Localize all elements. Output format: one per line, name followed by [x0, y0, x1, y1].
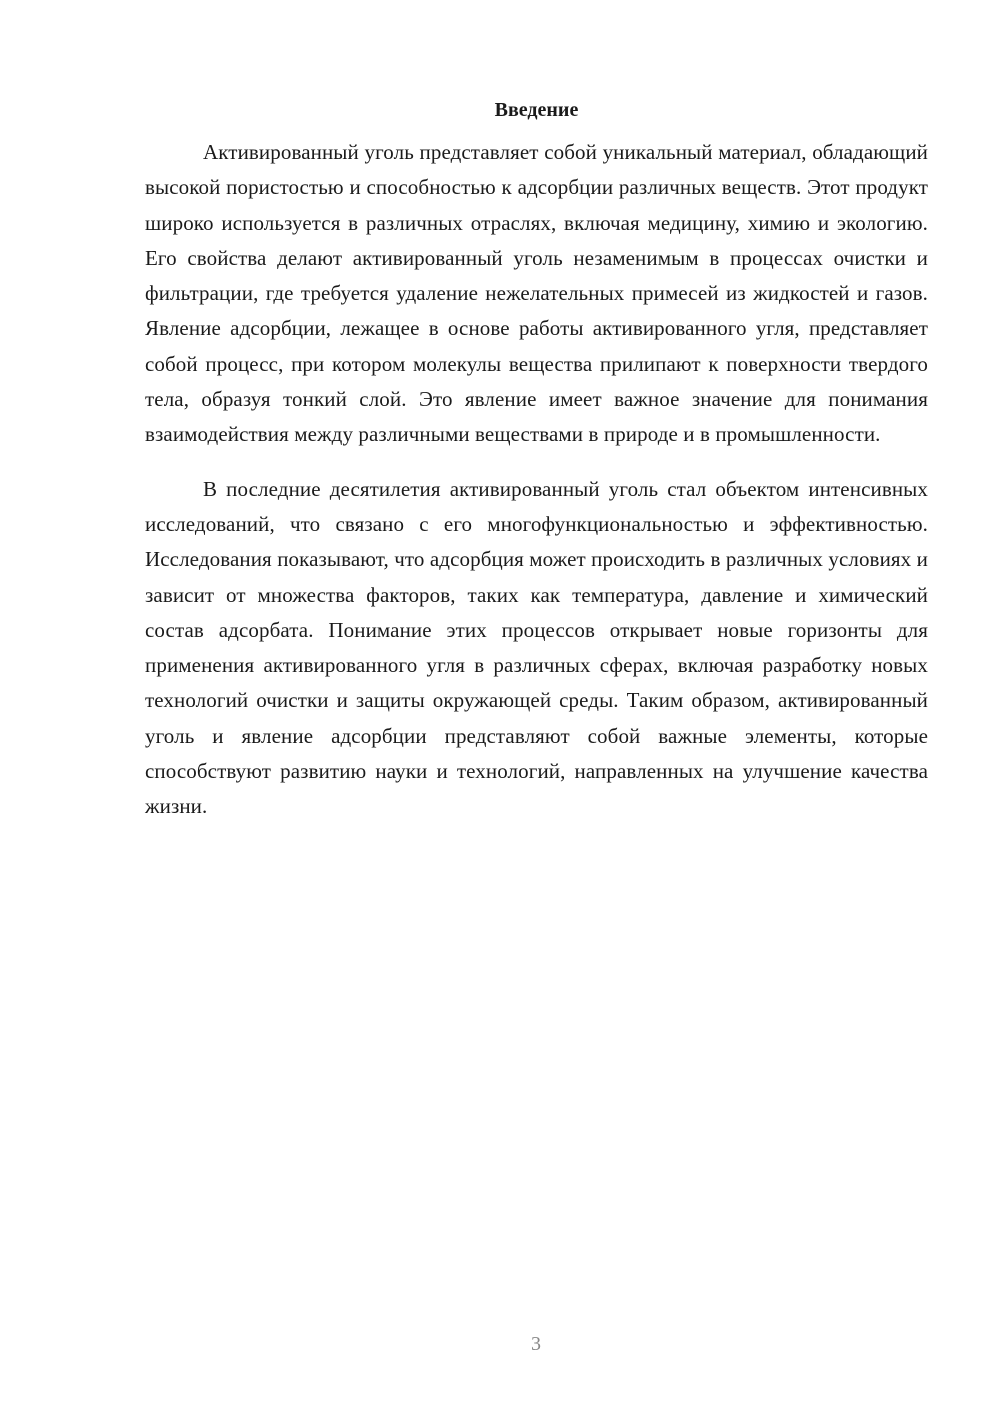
- paragraph-1: Активированный уголь представляет собой уникальный материал, обладающий высокой пористостью и способностью к адсорбции различных веществ. Этот продукт широко используется в различных отраслях, включая медицину, химию и экологию. Его свойства делают активированный уголь незаменимым в процессах очистки и фильтрации, где требуется удаление нежелательных примесей из жидкостей и газов. Явление адсорбции, лежащее в основе работы активированного угля, представляет собой процесс, при котором молекулы вещества прилипают к поверхности твердого тела, образуя тонкий слой. Это явление имеет важное значение для понимания взаимодействия между различными веществами в природе и в промышленности.: [145, 140, 928, 447]
- paragraph-2: В последние десятилетия активированный уголь стал объектом интенсивных исследований, что связано с его многофункциональностью и эффективностью. Исследования показывают, что адсорбция может происходить в различных условиях и зависит от множества факторов, таких как температура, давление и химический состав адсорбата. Понимание этих процессов открывает новые горизонты для применения активированного угля в различных сферах, включая разработку новых технологий очистки и защиты окружающей среды. Таким образом, активированный уголь и явление адсорбции представляют собой важные элементы, которые способствуют развитию науки и технологий, направленных на улучшение качества жизни.: [145, 476, 928, 819]
- section-heading: Введение: [494, 99, 579, 121]
- page-number: 3: [531, 1333, 541, 1355]
